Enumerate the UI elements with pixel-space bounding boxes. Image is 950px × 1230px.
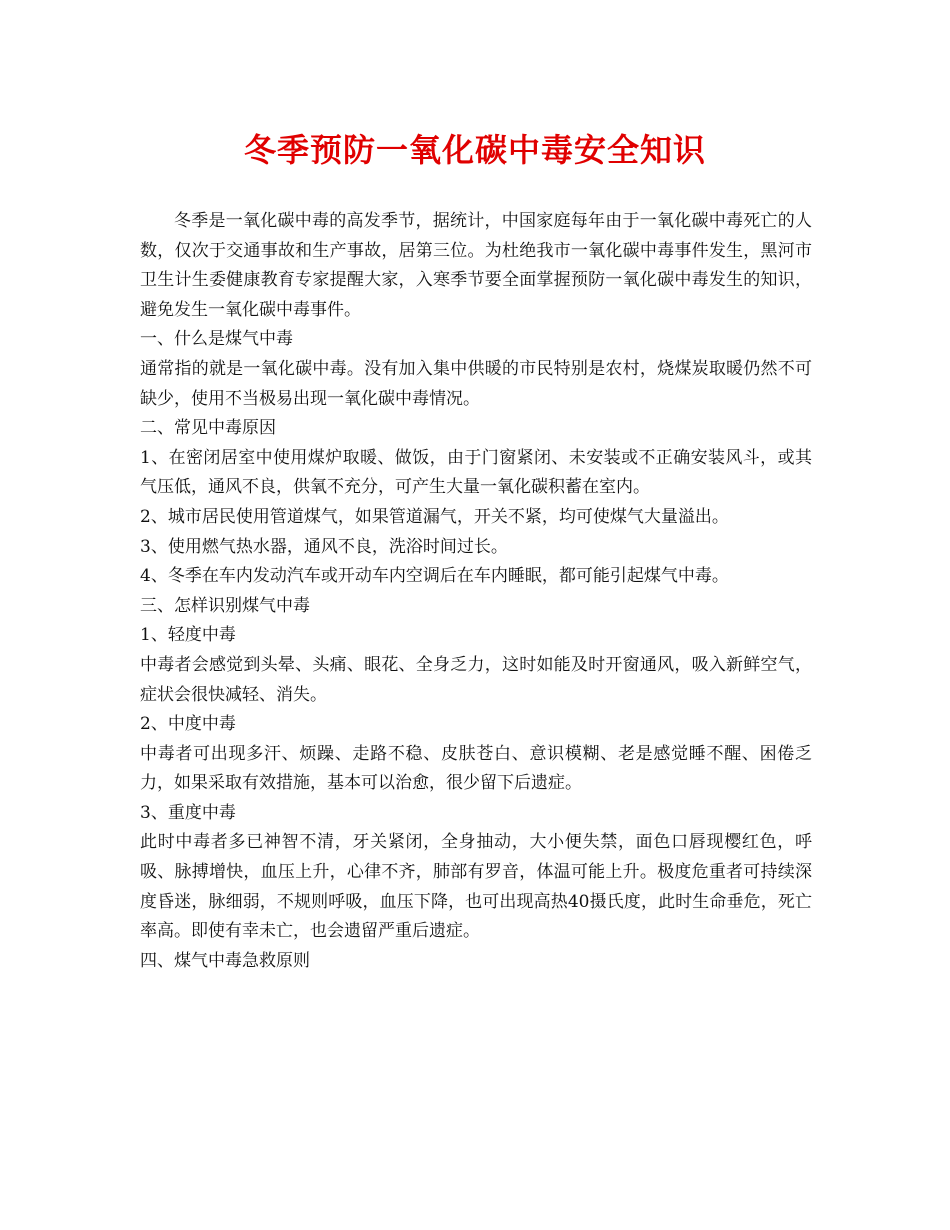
subheading-mild: 1、轻度中毒	[140, 625, 236, 646]
subheading-severe: 3、重度中毒	[140, 802, 236, 823]
section-heading-causes: 二、常见中毒原因	[140, 418, 276, 439]
cause-item-4: 4、冬季在车内发动汽车或开动车内空调后在车内睡眠，都可能引起煤气中毒。	[140, 566, 729, 587]
section-heading-identify: 三、怎样识别煤气中毒	[140, 595, 310, 616]
cause-item-2: 2、城市居民使用管道煤气，如果管道漏气，开关不紧，均可使煤气大量溢出。	[140, 506, 729, 527]
section-heading-what-is: 一、什么是煤气中毒	[140, 329, 293, 350]
document-title: 冬季预防一氧化碳中毒安全知识	[243, 131, 706, 169]
paragraph-moderate: 中毒者可出现多汗、烦躁、走路不稳、皮肤苍白、意识模糊、老是感觉睡不醒、困倦乏力，如果采取有效措施，基本可以治愈，很少留下后遗症。	[140, 743, 812, 794]
cause-item-3: 3、使用燃气热水器，通风不良，洗浴时间过长。	[140, 536, 508, 557]
paragraph-definition: 通常指的就是一氧化碳中毒。没有加入集中供暖的市民特别是农村，烧煤炭取暖仍然不可缺少，使用不当极易出现一氧化碳中毒情况。	[140, 358, 812, 409]
subheading-moderate: 2、中度中毒	[140, 714, 236, 735]
section-heading-first-aid: 四、煤气中毒急救原则	[140, 950, 310, 971]
intro-paragraph: 冬季是一氧化碳中毒的高发季节，据统计，中国家庭每年由于一氧化碳中毒死亡的人数，仅次于交通事故和生产事故，居第三位。为杜绝我市一氧化碳中毒事件发生，黑河市卫生计生委健康教育专家提醒大家，入寒季节要全面掌握预防一氧化碳中毒发生的知识，避免发生一氧化碳中毒事件。	[140, 211, 812, 320]
cause-item-1: 1、在密闭居室中使用煤炉取暖、做饭，由于门窗紧闭、未安装或不正确安装风斗，或其气压低，通风不良，供氧不充分，可产生大量一氧化碳积蓄在室内。	[140, 447, 812, 498]
document-body	[140, 207, 812, 976]
paragraph-mild: 中毒者会感觉到头晕、头痛、眼花、全身乏力，这时如能及时开窗通风，吸入新鲜空气，症状会很快减轻、消失。	[140, 654, 812, 705]
paragraph-severe: 此时中毒者多已神智不清，牙关紧闭，全身抽动，大小便失禁，面色口唇现樱红色，呼吸、脉搏增快，血压上升，心律不齐，肺部有罗音，体温可能上升。极度危重者可持续深度昏迷，脉细弱，不规则呼吸，血压下降，也可出现高热40摄氏度，此时生命垂危，死亡率高。即使有幸未亡，也会遗留严重后遗症。	[140, 832, 812, 942]
